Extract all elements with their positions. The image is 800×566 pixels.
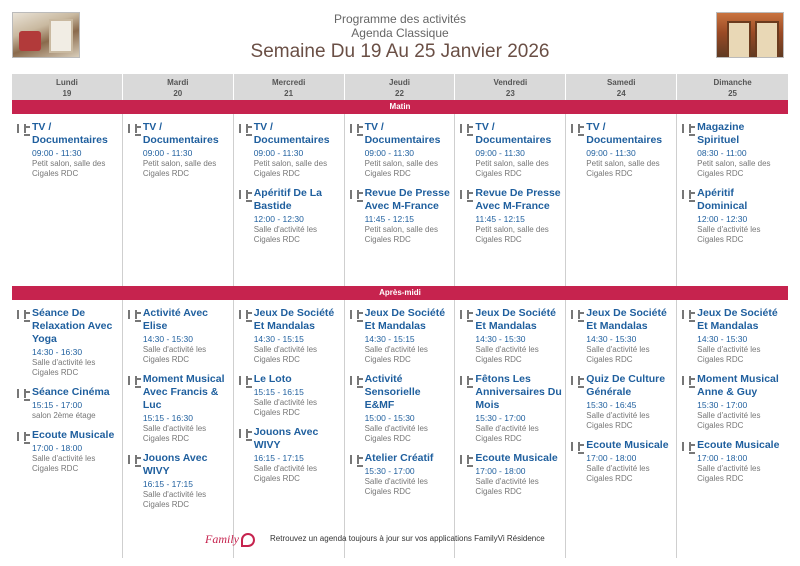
activity-item — [349, 307, 453, 365]
activity-title: Revue De Presse Avec M-France — [475, 187, 561, 212]
activity-time: 14:30 - 15:30 — [697, 334, 748, 344]
activity-icon — [238, 375, 254, 387]
activity-item — [681, 439, 786, 484]
activity-details — [586, 121, 674, 179]
activity-title: Ecoute Musicale — [475, 452, 558, 464]
activity-title: TV / Documentaires — [142, 121, 219, 146]
activity-time: 14:30 - 15:30 — [142, 334, 193, 344]
activity-title: Jeux De Société Et Mandalas — [697, 307, 778, 332]
activity-item — [238, 307, 342, 365]
activity-icon — [681, 309, 697, 321]
activity-title: Moment Musical Avec Francis & Luc — [142, 373, 225, 411]
activity-time: 17:00 - 18:00 — [475, 466, 526, 476]
activity-location: Salle d'activité les Cigales RDC — [253, 398, 318, 417]
activity-icon — [681, 375, 697, 387]
activity-icon — [570, 375, 586, 387]
activity-title: TV / Documentaires — [475, 121, 552, 146]
activity-icon — [459, 123, 475, 135]
day-header — [12, 74, 123, 100]
activity-icon — [127, 123, 143, 135]
day-cell — [12, 300, 123, 558]
activity-time: 09:00 - 11:30 — [253, 148, 304, 158]
activity-icon — [127, 454, 143, 466]
activity-details — [254, 187, 342, 245]
activity-details — [586, 439, 674, 484]
activity-icon — [238, 428, 254, 440]
activity-time: 15:30 - 17:00 — [475, 413, 526, 423]
activity-location: Salle d'activité les Cigales RDC — [142, 345, 207, 364]
day-cell — [345, 114, 456, 286]
activity-icon — [570, 441, 586, 453]
day-name: Dimanche — [713, 78, 752, 87]
day-number: 24 — [616, 89, 626, 98]
activity-title: Moment Musical Anne & Guy — [697, 373, 779, 398]
activity-icon — [349, 454, 365, 466]
activity-item — [349, 452, 453, 497]
familyvi-logo — [205, 532, 255, 547]
activity-icon — [459, 309, 475, 321]
logo-mark-icon — [241, 533, 255, 547]
activity-icon — [570, 123, 586, 135]
activity-details — [365, 121, 453, 179]
activity-title: Ecoute Musicale — [32, 429, 115, 441]
activity-title: Jouons Avec WIVY — [253, 426, 319, 451]
activity-title: Apéritif De La Bastide — [253, 187, 322, 212]
activity-location: Salle d'activité les Cigales RDC — [475, 345, 539, 364]
logo-text: Family — [205, 532, 239, 546]
day-number: 19 — [62, 89, 72, 98]
activity-item — [349, 373, 453, 444]
day-header — [566, 74, 677, 100]
activity-item — [570, 307, 674, 365]
activity-time: 14:30 - 15:15 — [253, 334, 304, 344]
activity-item — [570, 121, 674, 179]
activity-details — [254, 426, 342, 484]
activity-time: 14:30 - 16:30 — [32, 347, 83, 357]
activity-icon — [349, 189, 365, 201]
activity-item — [459, 373, 563, 444]
activity-icon — [459, 189, 475, 201]
day-cell — [345, 300, 456, 558]
activity-title: Revue De Presse Avec M-France — [364, 187, 450, 212]
activity-item — [349, 121, 453, 179]
activity-location: Salle d'activité les Cigales RDC — [586, 345, 650, 364]
activity-time: 16:15 - 17:15 — [142, 479, 193, 489]
activity-location: Salle d'activité les Cigales RDC — [586, 464, 650, 483]
day-cell — [566, 114, 677, 286]
activity-icon — [459, 454, 475, 466]
activity-item — [238, 187, 342, 245]
activity-title: Jouons Avec WIVY — [142, 452, 208, 477]
activity-time: 14:30 - 15:30 — [475, 334, 526, 344]
day-cell — [123, 114, 234, 286]
activity-time: 11:45 - 12:15 — [364, 214, 415, 224]
activity-item — [238, 373, 342, 418]
day-cell — [455, 114, 566, 286]
day-number: 25 — [728, 89, 738, 98]
activity-location: Petit salon, salle des Cigales RDC — [32, 159, 106, 178]
activity-title: Jeux De Société Et Mandalas — [364, 307, 446, 332]
activity-details — [32, 386, 120, 421]
activity-title: Quiz De Culture Générale — [586, 373, 666, 398]
activity-title: Jeux De Société Et Mandalas — [586, 307, 667, 332]
afternoon-row — [12, 300, 788, 558]
weekly-calendar — [12, 74, 788, 558]
day-header — [345, 74, 456, 100]
section-afternoon: Après-midi — [12, 286, 788, 300]
day-name: Mercredi — [271, 78, 306, 87]
activity-time: 09:00 - 11:30 — [32, 148, 82, 158]
activity-location: Petit salon, salle des Cigales RDC — [697, 159, 771, 178]
activity-item — [459, 452, 563, 497]
day-header-row — [12, 74, 788, 100]
activity-location: Salle d'activité les Cigales RDC — [253, 464, 318, 483]
activity-title: Ecoute Musicale — [697, 439, 780, 451]
activity-details — [586, 307, 674, 365]
activity-title: Atelier Créatif — [364, 452, 434, 464]
activity-item — [570, 373, 674, 431]
day-name: Jeudi — [389, 78, 410, 87]
activity-location: Petit salon, salle des Cigales RDC — [253, 159, 328, 178]
activity-details — [32, 429, 120, 474]
day-cell — [455, 300, 566, 558]
activity-location: Salle d'activité les Cigales RDC — [586, 411, 650, 430]
day-header — [677, 74, 788, 100]
footer — [0, 531, 800, 549]
activity-location: Petit salon, salle des Cigales RDC — [364, 225, 438, 244]
morning-row — [12, 114, 788, 286]
activity-item — [16, 307, 120, 378]
activity-location: Salle d'activité les Cigales RDC — [253, 225, 318, 244]
activity-details — [697, 121, 786, 179]
day-cell — [677, 300, 788, 558]
activity-location: Salle d'activité les Cigales RDC — [364, 345, 428, 364]
activity-icon — [127, 309, 143, 321]
day-name: Mardi — [167, 78, 189, 87]
page-title: Semaine Du 19 Au 25 Janvier 2026 — [250, 41, 550, 62]
activity-location: Salle d'activité les Cigales RDC — [475, 424, 539, 443]
activity-details — [697, 373, 786, 431]
day-name: Lundi — [56, 78, 78, 87]
activity-icon — [349, 309, 365, 321]
activity-item — [16, 429, 120, 474]
activity-icon — [16, 388, 32, 400]
activity-time: 14:30 - 15:15 — [364, 334, 415, 344]
day-number: 23 — [505, 89, 515, 98]
activity-item — [238, 426, 342, 484]
section-morning: Matin — [12, 100, 788, 114]
activity-details — [586, 373, 674, 431]
activity-item — [681, 373, 786, 431]
activity-details — [475, 452, 563, 497]
activity-title: TV / Documentaires — [253, 121, 330, 146]
activity-title: Jeux De Société Et Mandalas — [475, 307, 556, 332]
activity-item — [127, 307, 231, 365]
activity-time: 17:00 - 18:00 — [586, 453, 637, 463]
activity-time: 09:00 - 11:30 — [475, 148, 525, 158]
activity-details — [697, 307, 786, 365]
day-name: Samedi — [606, 78, 636, 87]
day-header — [234, 74, 345, 100]
activity-title: Séance De Relaxation Avec Yoga — [32, 307, 113, 345]
activity-icon — [16, 309, 32, 321]
activity-time: 11:45 - 12:15 — [475, 214, 525, 224]
activity-time: 16:15 - 17:15 — [253, 453, 304, 463]
activity-icon — [16, 431, 32, 443]
activity-location: Salle d'activité les Cigales RDC — [697, 464, 761, 483]
activity-location: Salle d'activité les Cigales RDC — [32, 454, 96, 473]
activity-location: Salle d'activité les Cigales RDC — [475, 477, 539, 496]
activity-time: 09:00 - 11:30 — [142, 148, 193, 158]
activity-time: 15:15 - 16:15 — [253, 387, 304, 397]
day-number: 22 — [395, 89, 404, 98]
activity-icon — [681, 123, 697, 135]
activity-time: 15:15 - 16:30 — [142, 413, 193, 423]
activity-item — [681, 121, 786, 179]
activity-time: 17:00 - 18:00 — [697, 453, 748, 463]
day-cell — [123, 300, 234, 558]
activity-time: 15:30 - 17:00 — [697, 400, 748, 410]
activity-title: Magazine Spirituel — [697, 121, 745, 146]
activity-icon — [681, 189, 697, 201]
activity-details — [365, 187, 453, 245]
activity-time: 15:15 - 17:00 — [32, 400, 83, 410]
day-cell — [677, 114, 788, 286]
activity-title: Fêtons Les Anniversaires Du Mois — [475, 373, 562, 411]
header-line-1: Programme des activités — [333, 12, 467, 26]
activity-item — [459, 121, 563, 179]
activity-time: 15:00 - 15:30 — [364, 413, 415, 423]
activity-icon — [681, 441, 697, 453]
activity-location: Salle d'activité les Cigales RDC — [142, 490, 207, 509]
activity-details — [32, 307, 120, 378]
activity-item — [459, 307, 563, 365]
footer-note: Retrouvez un agenda toujours à jour sur vos applications FamilyVi Résidence — [270, 534, 545, 543]
activity-icon — [459, 375, 475, 387]
day-cell — [234, 300, 345, 558]
activity-location: Petit salon, salle des Cigales RDC — [364, 159, 438, 178]
activity-details — [697, 187, 786, 245]
day-header — [455, 74, 566, 100]
activity-location: Salle d'activité les Cigales RDC — [253, 345, 318, 364]
activity-location: Salle d'activité les Cigales RDC — [364, 424, 428, 443]
activity-icon — [349, 375, 365, 387]
activity-icon — [16, 123, 32, 135]
activity-details — [365, 452, 453, 497]
activity-time: 12:00 - 12:30 — [253, 214, 304, 224]
activity-details — [475, 187, 563, 245]
day-name: Vendredi — [493, 78, 528, 87]
activity-title: TV / Documentaires — [364, 121, 441, 146]
day-cell — [12, 114, 123, 286]
activity-item — [127, 452, 231, 510]
activity-details — [254, 307, 342, 365]
day-header — [123, 74, 234, 100]
activity-icon — [349, 123, 365, 135]
day-cell — [234, 114, 345, 286]
activity-item — [681, 187, 786, 245]
activity-title: Le Loto — [253, 373, 292, 385]
activity-icon — [570, 309, 586, 321]
activity-details — [143, 452, 231, 510]
activity-details — [475, 373, 563, 444]
activity-location: Salle d'activité les Cigales RDC — [364, 477, 428, 496]
activity-location: Petit salon, salle des Cigales RDC — [142, 159, 217, 178]
activity-title: Séance Cinéma — [32, 386, 110, 398]
activity-details — [475, 307, 563, 365]
activity-icon — [238, 123, 254, 135]
activity-details — [365, 373, 453, 444]
day-number: 20 — [173, 89, 183, 98]
activity-item — [16, 386, 120, 421]
activity-details — [32, 121, 120, 179]
activity-location: Salle d'activité les Cigales RDC — [697, 225, 761, 244]
activity-time: 12:00 - 12:30 — [697, 214, 748, 224]
activity-item — [238, 121, 342, 179]
activity-details — [475, 121, 563, 179]
activity-details — [254, 121, 342, 179]
activity-title: Activité Avec Elise — [142, 307, 209, 332]
activity-time: 09:00 - 11:30 — [364, 148, 415, 158]
activity-location: Salle d'activité les Cigales RDC — [142, 424, 207, 443]
activity-location: Salle d'activité les Cigales RDC — [32, 358, 96, 377]
activity-location: Salle d'activité les Cigales RDC — [697, 345, 761, 364]
activity-title: Apéritif Dominical — [697, 187, 748, 212]
activity-time: 09:00 - 11:30 — [586, 148, 636, 158]
activity-time: 17:00 - 18:00 — [32, 443, 83, 453]
activity-details — [143, 307, 231, 365]
activity-time: 15:30 - 17:00 — [364, 466, 415, 476]
activity-item — [16, 121, 120, 179]
activity-location: Petit salon, salle des Cigales RDC — [475, 159, 549, 178]
activity-item — [127, 373, 231, 444]
activity-details — [143, 121, 231, 179]
activity-details — [254, 373, 342, 418]
activity-icon — [238, 309, 254, 321]
activity-time: 15:30 - 16:45 — [586, 400, 637, 410]
activity-title: TV / Documentaires — [32, 121, 108, 146]
activity-title: TV / Documentaires — [586, 121, 663, 146]
day-cell — [566, 300, 677, 558]
activity-location: Salle d'activité les Cigales RDC — [697, 411, 761, 430]
activity-item — [570, 439, 674, 484]
header-line-2: Agenda Classique — [351, 26, 449, 40]
activity-details — [697, 439, 786, 484]
activity-icon — [127, 375, 143, 387]
activity-location: Petit salon, salle des Cigales RDC — [475, 225, 549, 244]
activity-time: 08:30 - 11:00 — [697, 148, 747, 158]
activity-details — [365, 307, 453, 365]
activity-details — [143, 373, 231, 444]
activity-title: Activité Sensorielle E&MF — [364, 373, 421, 411]
activity-item — [349, 187, 453, 245]
activity-item — [681, 307, 786, 365]
day-number: 21 — [284, 89, 294, 98]
activity-time: 14:30 - 15:30 — [586, 334, 637, 344]
activity-item — [459, 187, 563, 245]
activity-location: salon 2ème étage — [32, 411, 96, 420]
activity-title: Jeux De Société Et Mandalas — [253, 307, 335, 332]
activity-item — [127, 121, 231, 179]
activity-title: Ecoute Musicale — [586, 439, 669, 451]
activity-icon — [238, 189, 254, 201]
activity-location: Petit salon, salle des Cigales RDC — [586, 159, 660, 178]
